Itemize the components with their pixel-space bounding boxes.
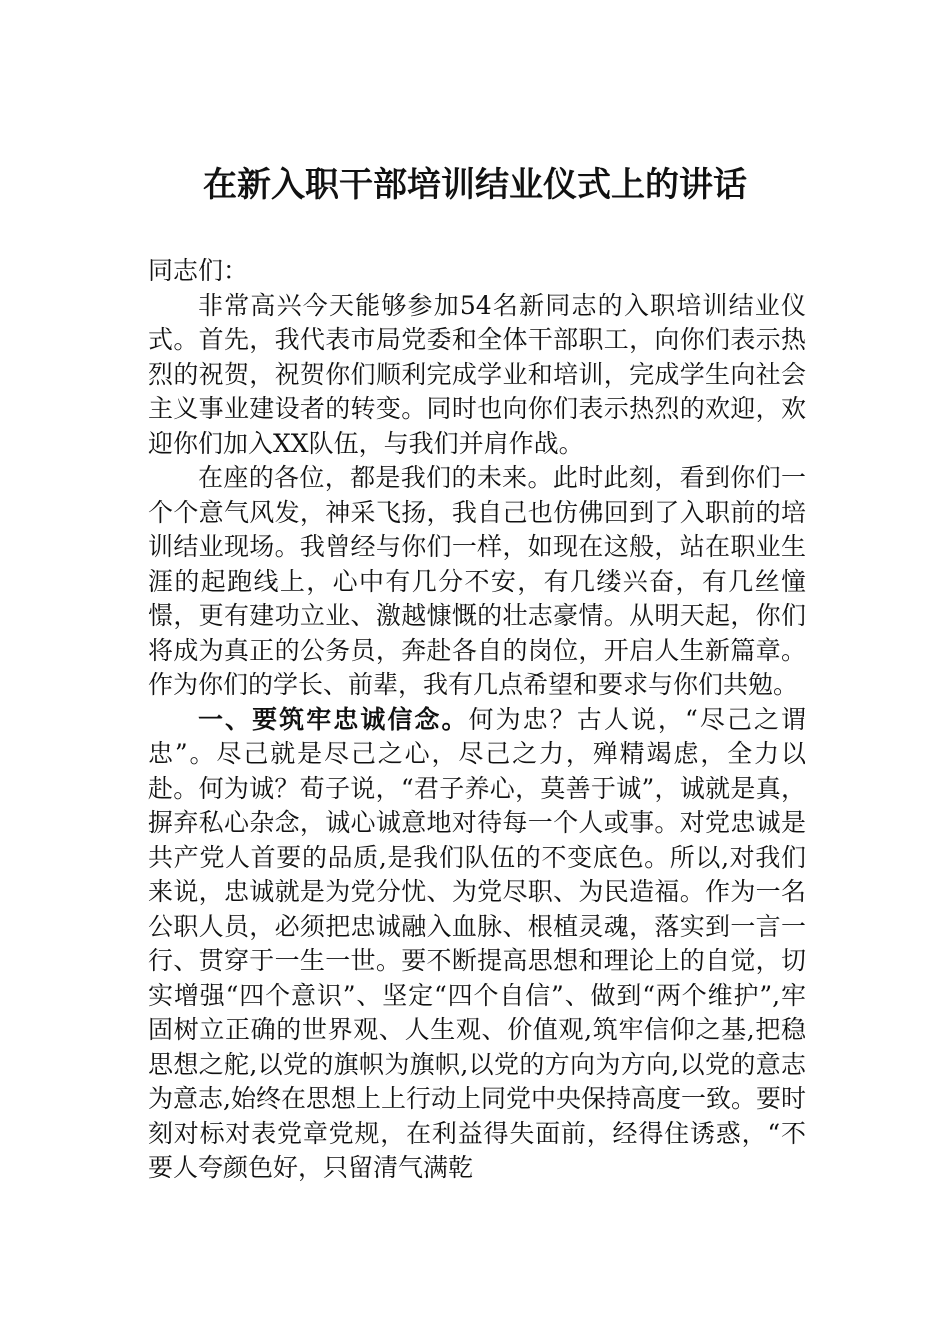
document-body [148,254,806,1186]
paragraph [148,289,806,462]
paragraph [148,461,806,703]
document-title: 在新入职干部培训结业仪式上的讲话 [203,165,747,205]
paragraph-text: 非常高兴今天能够参加54名新同志的入职培训结业仪式。首先，我代表市局党委和全体干部职工，向你们表示热烈的祝贺，祝贺你们顺利完成学业和培训，完成学生向社会主义事业建设者的转变。同时也向你们表示热烈的欢迎，欢迎你们加入XX队伍，与我们并肩作战。 [148,290,806,458]
paragraph-text: 在座的各位，都是我们的未来。此时此刻，看到你们一个个意气风发，神采飞扬，我自己也仿佛回到了入职前的培训结业现场。我曾经与你们一样，如现在这般，站在职业生涯的起跑线上，心中有几分不安，有几缕兴奋，有几丝憧憬，更有建功立业、激越慷慨的壮志豪情。从明天起，你们将成为真正的公务员，奔赴各自的岗位，开启人生新篇章。作为你们的学长、前辈，我有几点希望和要求与你们共勉。 [148,463,806,699]
salutation: 同志们： [148,256,249,285]
paragraph [148,703,806,1186]
section-heading: 一、要筑牢忠诚信念。 [198,704,469,734]
paragraph-text: 何为忠？古人说，“尽己之谓忠”。尽己就是尽己之心，尽己之力，殚精竭虑，全力以赴。何为诚？荀子说，“君子养心，莫善于诚”，诚就是真，摒弃私心杂念，诚心诚意地对待每一个人或事。对党忠诚是共产党人首要的品质,是我们队伍的不变底色。所以,对我们来说，忠诚就是为党分忧、为党尽职、为民造福。作为一名公职人员，必须把忠诚融入血脉、根植灵魂，落实到一言一行、贯穿于一生一世。要不断提高思想和理论上的自觉，切实增强“四个意识”、坚定“四个自信”、做到“两个维护”,牢固树立正确的世界观、人生观、价值观,筑牢信仰之基,把稳思想之舵,以党的旗帜为旗帜,以党的方向为方向,以党的意志为意志,始终在思想上上行动上同党中央保持高度一致。要时刻对标对表党章党规，在利益得失面前，经得住诱惑，“不要人夸颜色好，只留清气满乾 [148,704,806,1182]
